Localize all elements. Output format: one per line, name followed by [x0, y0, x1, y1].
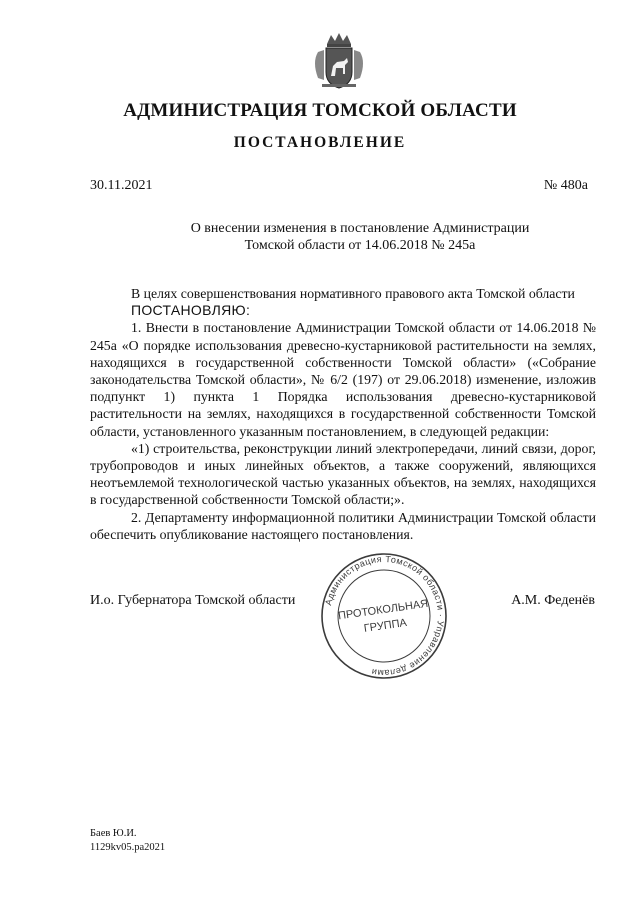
- document-type: ПОСТАНОВЛЕНИЕ: [233, 134, 407, 151]
- subject-line-2: Томской области от 14.06.2018 № 245а: [244, 238, 476, 253]
- document-date: 30.11.2021: [90, 178, 153, 193]
- footer-author: Баев Ю.И.: [90, 828, 137, 839]
- organization-title: АДМИНИСТРАЦИЯ ТОМСКОЙ ОБЛАСТИ: [123, 100, 517, 121]
- item-1-paragraph: 1. Внести в постановление Администрации Томской области от 14.06.2018 № 245а «О порядке использования древесно-кустарниковой растительности на землях, находящихся в государственной собственности Томской области» («Собрание законодательства Томской области», № 6/2 (197) от 29.06.2018) изменение, изложив подпункт 1) пункта 1 Порядка использования древесно-кустарниковой растительности на землях, находящихся в государственной собственности Томской области, установленного указанным постановлением, в следующей редакции:: [90, 320, 596, 439]
- protocol-group-stamp: [318, 550, 450, 682]
- signatory-position: И.о. Губернатора Томской области: [90, 593, 296, 608]
- subject-line-1: О внесении изменения в постановление Администрации: [190, 221, 530, 236]
- document-number: № 480а: [543, 178, 588, 193]
- document-footer: [90, 827, 165, 855]
- footer-code: 1129kv05.ра2021: [90, 842, 166, 853]
- document-body: [90, 285, 596, 543]
- item-2-paragraph: 2. Департаменту информационной политики Администрации Томской области обеспечить опубликование настоящего постановления.: [90, 509, 596, 542]
- stamp-ring-text: Администрация Томской области · Управление делами: [323, 553, 447, 679]
- signatory-name: А.М. Феденёв: [511, 593, 595, 608]
- quote-paragraph: «1) строительства, реконструкции линий электропередачи, линий связи, дорог, трубопроводов и иных линейных объектов, а также сооружений, являющихся неотъемлемой технологической частью указанных объектов, на землях, находящихся в государственной собственности Томской области;».: [90, 440, 596, 508]
- stamp-center-line-1: ПРОТОКОЛЬНАЯ: [337, 597, 429, 623]
- stamp-center-line-2: ГРУППА: [363, 616, 408, 635]
- decree-word: ПОСТАНОВЛЯЮ:: [131, 302, 251, 319]
- tomsk-coat-of-arms-icon: [300, 30, 378, 92]
- document-subject: [0, 220, 640, 254]
- intro-paragraph: В целях совершенствования нормативного правового акта Томской области: [131, 286, 575, 301]
